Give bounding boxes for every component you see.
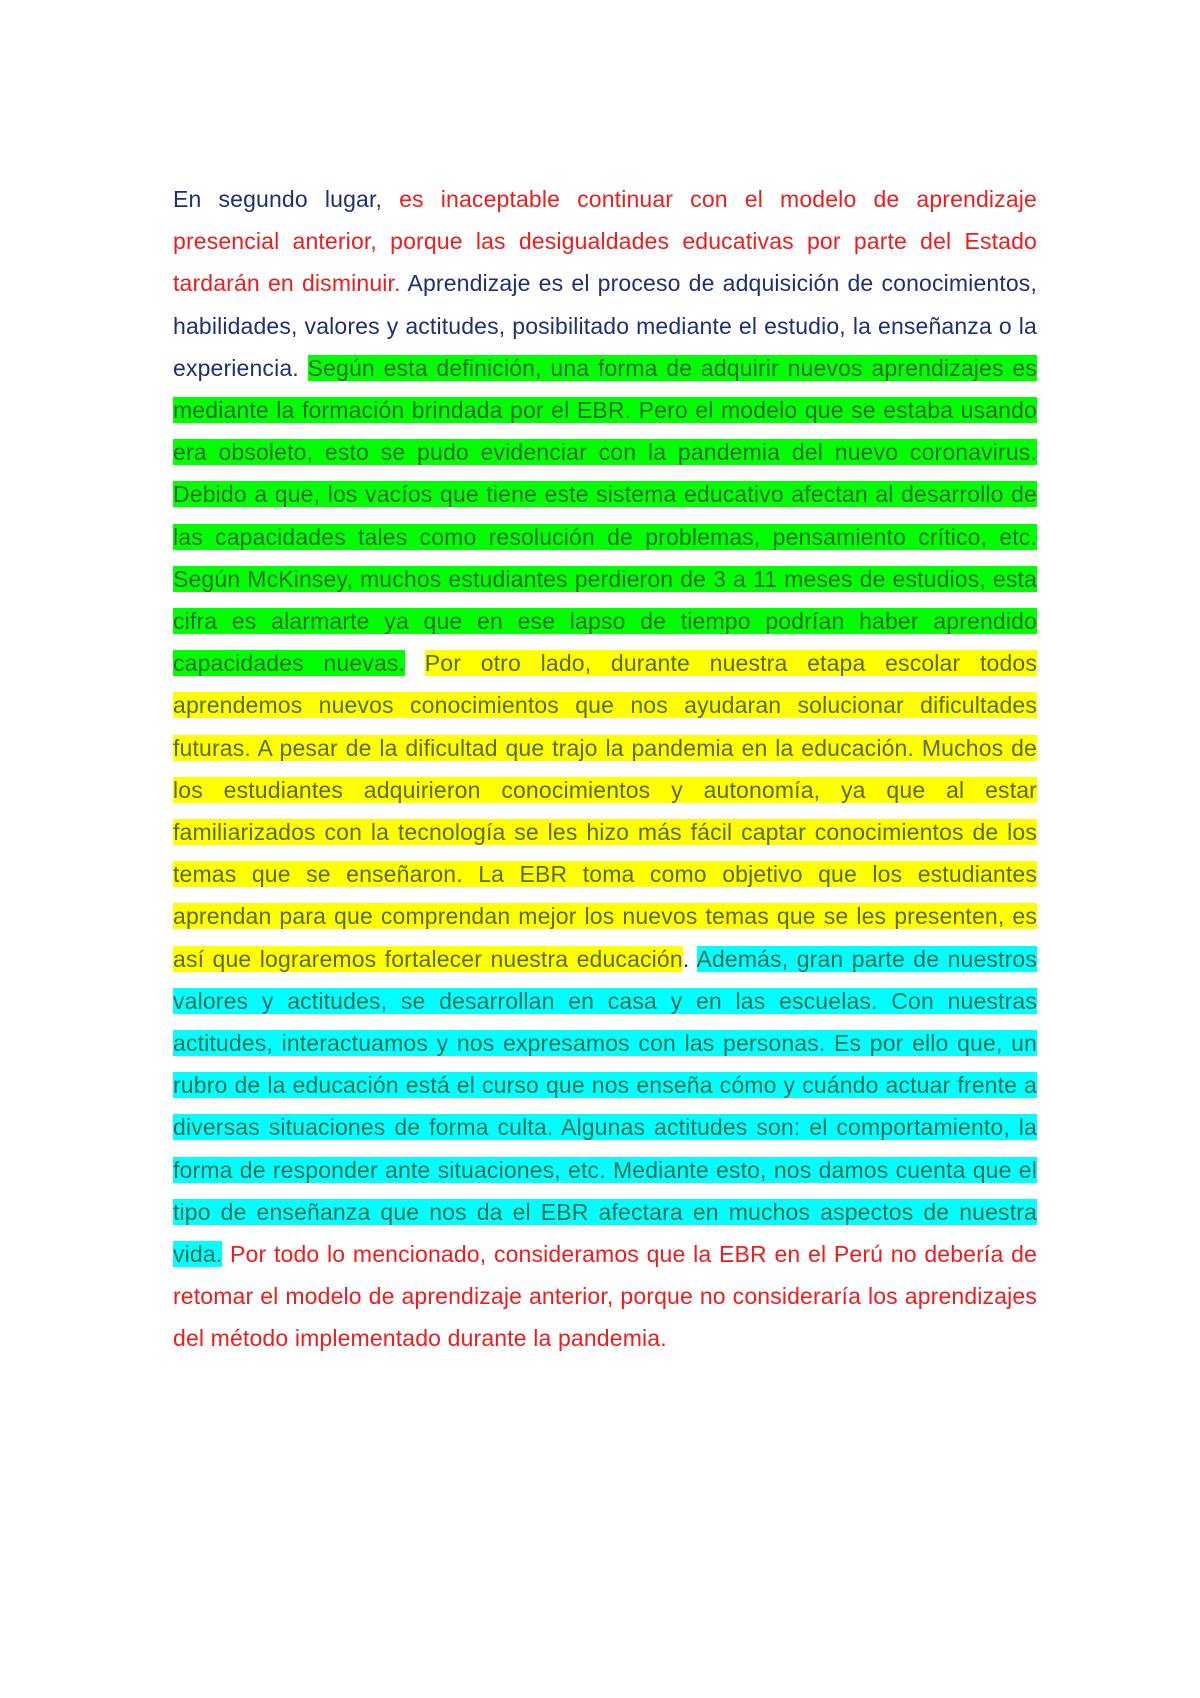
spacer-segment [405,650,425,676]
cyan-highlight-segment: Además, gran parte de nuestros valores y actitudes, se desarrollan en casa y en las escuelas. Con nuestras actitudes, interactuamos y nos expresamos con las personas. Es por ello que, un rubro de la educación está el curso que nos enseña cómo y cuándo actuar frente a diversas situaciones de forma culta. Algunas actitudes son: el comportamiento, la forma de responder ante situaciones, etc. Mediante esto, nos damos cuenta que el tipo de enseñanza que nos da el EBR afectara en muchos aspectos de nuestra vida. [173,945,1037,1268]
definition-segment: Aprendizaje es el proceso de adquisición de conocimientos, habilidades, valores y actitudes, posibilitado mediante el estudio, la enseñanza o la experiencia. [173,270,1037,381]
yellow-highlight-segment: Por otro lado, durante nuestra etapa escolar todos aprendemos nuevos conocimientos que nos ayudaran solucionar dificultades futuras. A pesar de la dificultad que trajo la pandemia en la educación. Muchos de los estudiantes adquirieron conocimientos y autonomía, ya que al estar familiarizados con la tecnología se les hizo más fácil captar conocimientos de los temas que se enseñaron. La EBR toma como objetivo que los estudiantes aprendan para que comprendan mejor los nuevos temas que se les presenten, es así que lograremos fortalecer nuestra educación [173,650,1037,972]
body-paragraph [173,178,1037,1360]
green-highlight-segment: Según esta definición, una forma de adquirir nuevos aprendizajes es mediante la formación brindada por el EBR. Pero el modelo que se estaba usando era obsoleto, esto se pudo evidenciar con la pandemia del nuevo coronavirus. Debido a que, los vacíos que tiene este sistema educativo afectan al desarrollo de las capacidades tales como resolución de problemas, pensamiento crítico, etc. Según McKinsey, muchos estudiantes perdieron de 3 a 11 meses de estudios, esta cifra es alarmarte ya que en ese lapso de tiempo podrían haber aprendido capacidades nuevas. [173,354,1037,677]
period-segment: . [682,945,697,972]
conclusion-segment: Por todo lo mencionado, consideramos que la EBR en el Perú no debería de retomar el modelo de aprendizaje anterior, porque no consideraría los aprendizajes del método implementado durante la pandemia. [173,1241,1037,1352]
thesis-segment: es inaceptable continuar con el modelo de aprendizaje presencial anterior, porque las desigualdades educativas por parte del Estado tardarán en disminuir. [173,186,1037,297]
intro-segment: En segundo lugar, [173,186,400,212]
